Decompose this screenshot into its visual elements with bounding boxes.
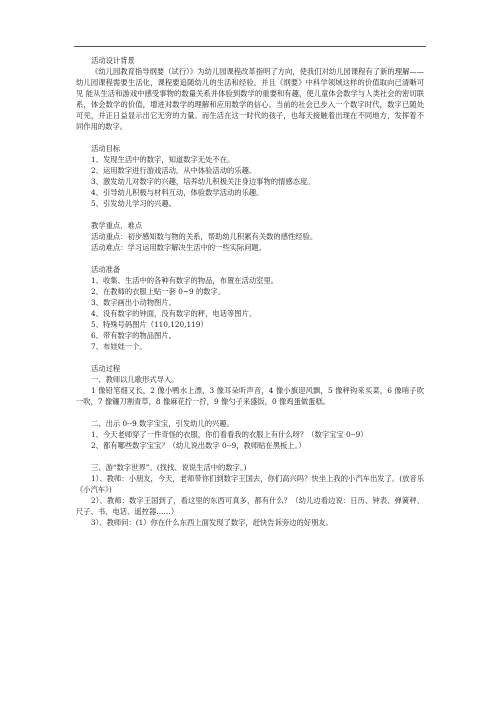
focus-heading: 教学重点、难点 (91, 221, 143, 230)
prep-item: 7、布娃娃一个。 (91, 342, 147, 351)
header-rule (74, 46, 426, 47)
prep-item: 5、特殊号码图片（110,120,119） (91, 320, 208, 329)
goal-item: 4、引导幼儿积极与材料互动，体验数学活动的乐趣。 (91, 188, 264, 197)
goal-item: 1、发现生活中的数字，知道数字无处不在。 (91, 155, 235, 164)
process-step-text: 1 像铅笔细又长，2 像小鸭水上漂，3 像耳朵听声音，4 像小旗迎风飘，5 像秤钩来买菜，6 像哨子吹一吹，7 像镰刀割青草，8 像麻花拧一拧，9 像勺子来盛饭，0 像鸡蛋做蛋糕。 (76, 386, 424, 406)
process-step-title: 一、教师以儿歌形式导入。 (91, 375, 179, 384)
prep-item: 1、收集、生活中的各种有数字的物品，布置在活动室里。 (91, 276, 279, 285)
prep-item: 2、在教师的衣服上贴一套 0~9 的数字。 (91, 287, 226, 296)
process-step-item: 2、都有哪些数字宝宝？（幼儿说出数字 0--9，教师贴在黑板上。） (91, 441, 306, 450)
goal-item: 5、引发幼儿学习的兴趣。 (91, 199, 176, 208)
goal-item: 2、运用数字进行游戏活动，从中体验活动的乐趣。 (91, 166, 257, 175)
focus-item: 活动难点：学习运用数字解决生活中的一些实际问题。 (91, 243, 267, 252)
background-paragraph: 《幼儿园教育指导纲要（试行）》为幼儿园课程改革指明了方向，使我们对幼儿园课程有了新的理解——幼儿园课程需要生活化，课程要追随幼儿的生活和经验，并且《纲要》中科学领域这样的价值取向已清晰可见 能从生活和游戏中感受事物的数量关系并体验到数学的重要和有趣，使儿童体会数学与人类社会的密切联系，体会数学的价值，增进对数学的理解和应用数学的信心。当前的社会已步入一个数字时代，数字已随处可见，并正日益显示出它无穷的力量。而生活在这一时代的孩子，也每天接触着出现在不同地方，发挥着不同作用的数字。 (76, 67, 424, 131)
goal-item: 3、激发幼儿对数字的兴趣，培养幼儿积极关注身边事物的情感态度。 (91, 177, 315, 186)
prep-item: 6、带有数字的物品图片。 (91, 331, 176, 340)
process-heading: 活动过程 (91, 364, 121, 373)
goals-heading: 活动目标 (91, 144, 121, 153)
process-step-item: 2）、教师：数字王国到了，看这里的东西可真多，都有什么？（幼儿边看边说：日历、钟表、弹簧秤、尺子、书、电话、遥控器……） (76, 496, 424, 516)
background-heading: 活动设计背景 (91, 56, 135, 65)
prep-item: 3、数字画出小动物图片。 (91, 298, 176, 307)
process-step-item: 1）、教师：小朋友，今天，老师带你们到数字王国去，你们高兴吗？快坐上我的小汽车出发了。(放音乐《小汽车》) (76, 474, 424, 494)
process-step-item: 3）、教师问：(1）你在什么东西上面发现了数字，赶快告诉旁边的好朋友。 (91, 518, 333, 527)
document-body (76, 55, 424, 528)
process-step-item: 1、今天老师穿了一件奇怪的衣服，你们看看我的衣服上有什么呀？（数字宝宝 0--9） (91, 430, 368, 439)
process-step-title: 二、出示 0--9 数字宝宝，引发幼儿的兴趣。 (91, 419, 234, 428)
focus-item: 活动重点：初步感知数与物的关系，帮助幼儿积累有关数的感性经验。 (91, 232, 318, 241)
prep-item: 4、没有数字的钟面，没有数字的秤，电话等图片。 (91, 309, 257, 318)
prep-heading: 活动准备 (91, 265, 121, 274)
process-step-title: 三、游“数字世界”。(找找、说说生活中的数字。) (91, 463, 247, 472)
